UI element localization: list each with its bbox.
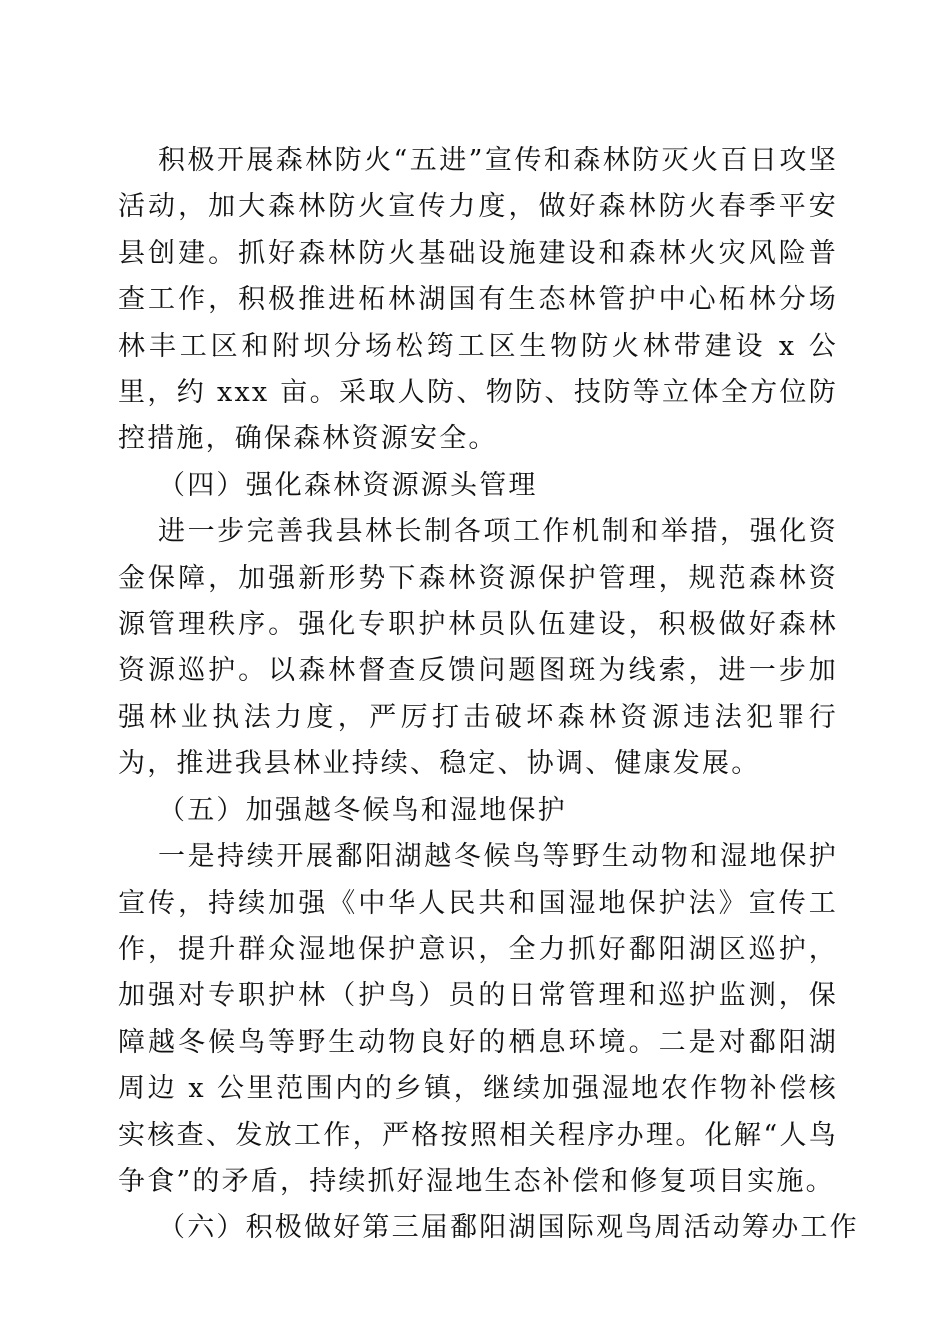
paragraph-forest-resource-management: 进一步完善我县林长制各项工作机制和举措，强化资金保障，加强新形势下森林资源保护管理，规范森林资源管理秩序。强化专职护林员队伍建设，积极做好森林资源巡护。以森林督查反馈问题图斑为线索，进一步加强林业执法力度，严厉打击破坏森林资源违法犯罪行为，推进我县林业持续、稳定、协调、健康发展。 [118,516,838,780]
paragraph-forest-fire-prevention: 积极开展森林防火“五进”宣传和森林防灭火百日攻坚活动，加大森林防火宣传力度，做好森林防火春季平安县创建。抓好森林防火基础设施建设和森林火灾风险普查工作，积极推进柘林湖国有生态林管护中心柘林分场林丰工区和附坝分场松筠工区生物防火林带建设 x 公里，约 xxx 亩。采取人防、物防、技防等立体全方位防控措施，确保森林资源安全。 [118,145,838,455]
document-body [118,138,859,1252]
paragraph-migratory-birds-wetland: 一是持续开展鄱阳湖越冬候鸟等野生动物和湿地保护宣传，持续加强《中华人民共和国湿地保护法》宣传工作，提升群众湿地保护意识，全力抓好鄱阳湖区巡护，加强对专职护林（护鸟）员的日常管理和巡护监测，保障越冬候鸟等野生动物良好的栖息环境。二是对鄱阳湖周边 x 公里范围内的乡镇，继续加强湿地农作物补偿核实核查、发放工作，严格按照相关程序办理。化解“人鸟争食”的矛盾，持续抓好湿地生态补偿和修复项目实施。 [118,841,838,1197]
section-heading-5: （五）加强越冬候鸟和湿地保护 [158,794,567,826]
section-heading-4: （四）强化森林资源源头管理 [158,469,538,501]
section-heading-6: （六）积极做好第三届鄱阳湖国际观鸟周活动筹办工作 [158,1212,859,1244]
